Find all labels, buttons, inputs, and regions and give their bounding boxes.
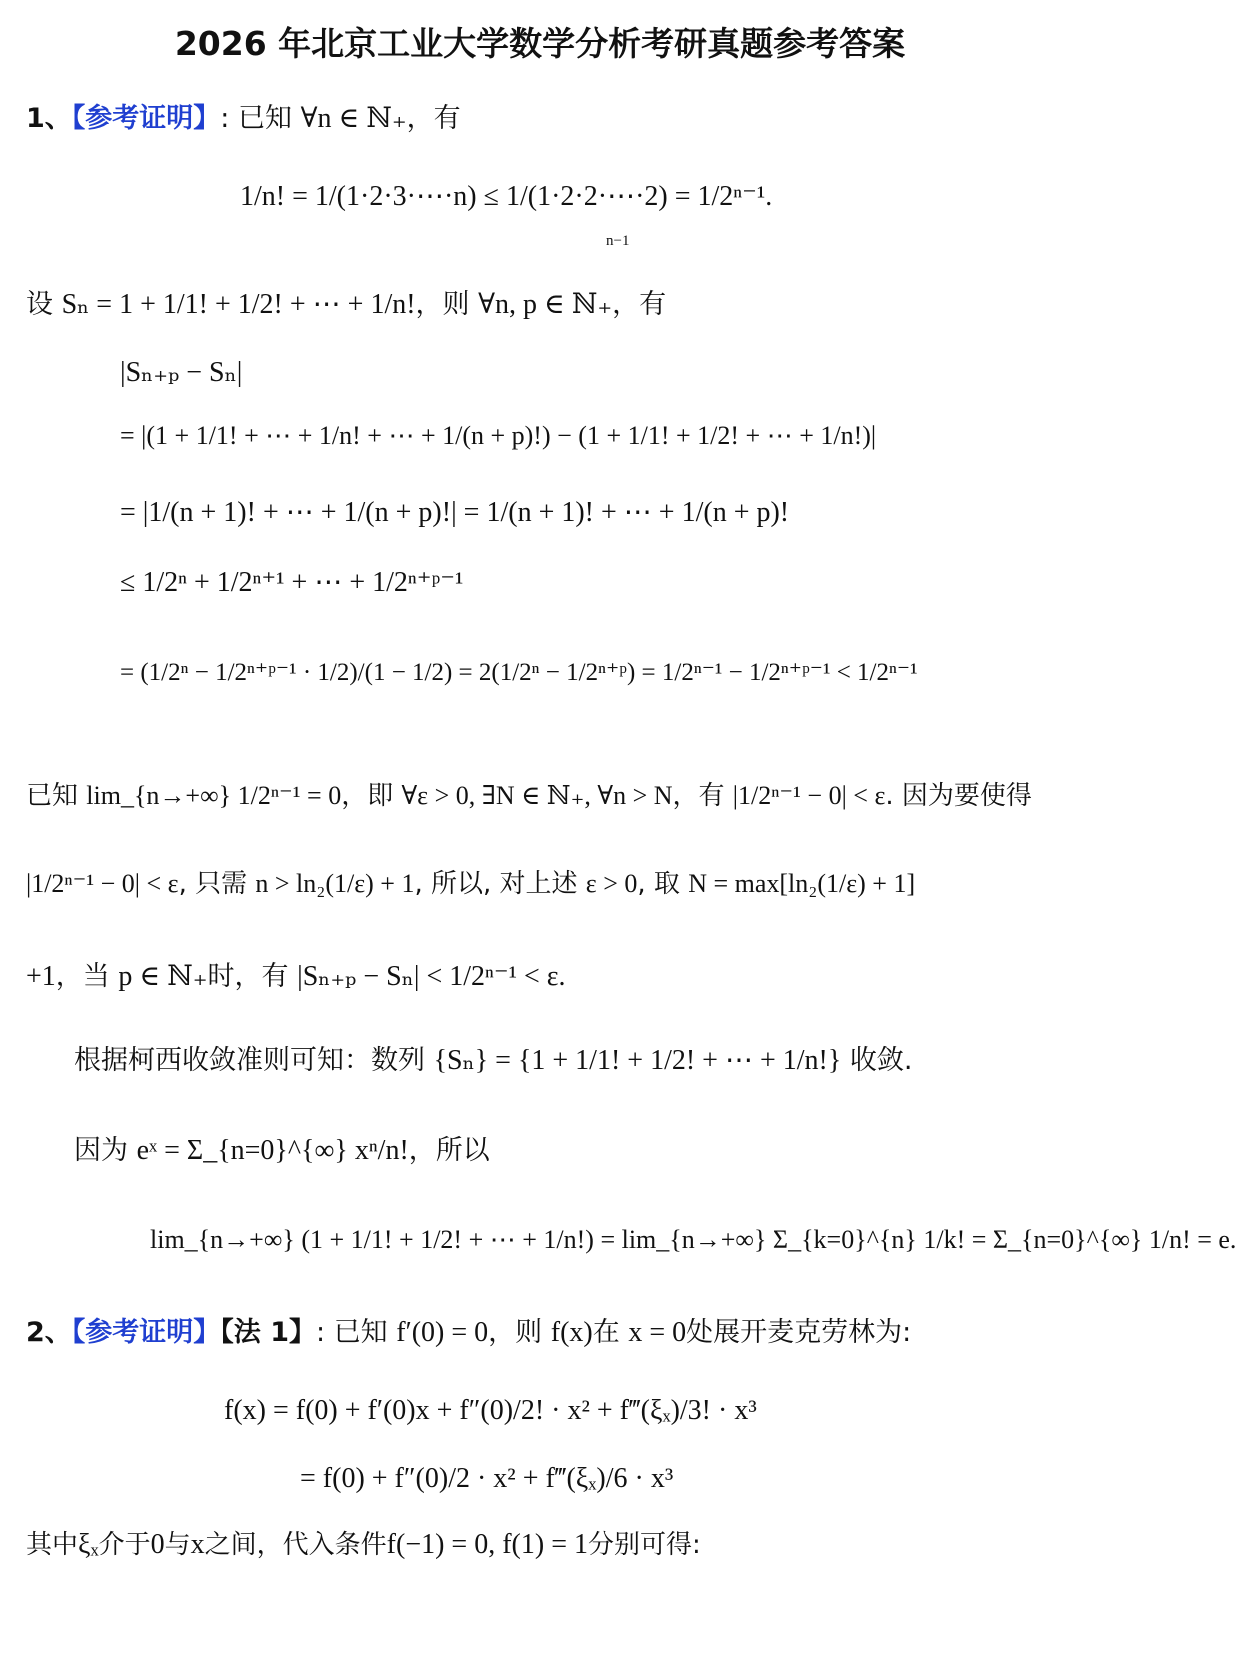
p2-intro-m1: f′(0) = 0 — [396, 1317, 489, 1348]
p1-intro-text: 已知 — [238, 103, 292, 134]
p1-chain-math-3: ≤ 1/2ⁿ + 1/2ⁿ⁺¹ + ⋯ + 1/2ⁿ⁺ᵖ⁻¹ — [120, 567, 464, 598]
p1-when-b: 时，有 — [207, 961, 289, 992]
p1-number: 1、 — [26, 103, 72, 134]
p1-condition-line — [26, 868, 915, 900]
p1-when-m1: +1 — [26, 961, 56, 992]
p1-chain-math-2: = |1/(n + 1)! + ⋯ + 1/(n + p)!| = 1/(n + 1)! + ⋯ + 1/(n + p)! — [120, 497, 790, 528]
p2-last-m3: x — [190, 1529, 205, 1560]
p1-underbrace-label — [606, 232, 629, 250]
p1-set-tail: ，则 — [415, 289, 470, 320]
p1-set-prefix: 设 — [26, 289, 53, 320]
p1-limit-b: ，即 — [341, 781, 394, 811]
p2-last-b: 介于 — [98, 1530, 151, 1560]
p1-factorial-inequality — [240, 180, 772, 214]
p1-set-tail2: ，有 — [612, 289, 667, 320]
p2-intro-a: 已知 — [333, 1317, 388, 1348]
p2-intro-m3: x = 0 — [628, 1317, 687, 1348]
p2-expand-math-0: f(x) = f(0) + f′(0)x + f″(0)/2! · x² + f‴(ξₓ)/3! · x³ — [224, 1395, 757, 1426]
p1-when-m2: p ∈ ℕ₊ — [118, 961, 208, 992]
p2-intro-line — [26, 1316, 911, 1350]
p1-intro-line — [26, 102, 461, 136]
p2-intro-b: ，则 — [488, 1317, 543, 1348]
p1-cond-m2: n > ln₂(1/ε) + 1 — [255, 869, 415, 898]
p1-chain-math-0: |Sₙ₊ₚ − Sₙ| — [120, 357, 243, 388]
p1-ineq-math: 1/n! = 1/(1·2·3·⋯·n) ≤ 1/(1·2·2·⋯·2) = 1/2ⁿ⁻¹. — [240, 181, 773, 212]
p2-last-m4: f(−1) = 0, f(1) = 1 — [386, 1529, 588, 1560]
page-title: 2026 年北京工业大学数学分析考研真题参考答案 — [174, 24, 906, 63]
p1-set-math: Sₙ = 1 + 1/1! + 1/2! + ⋯ + 1/n! — [61, 289, 416, 320]
p1-define-line — [26, 288, 666, 322]
p1-final-math: lim_{n→+∞} (1 + 1/1! + 1/2! + ⋯ + 1/n!) = lim_{n→+∞} Σ_{k=0}^{n} 1/k! = Σ_{n=0}^{∞} 1/n! = e. — [150, 1225, 1236, 1254]
p1-limit-c: ，有 — [672, 781, 725, 811]
p1-limit-a: 已知 — [26, 781, 79, 811]
p1-chain-math-1: = |(1 + 1/1! + ⋯ + 1/n! + ⋯ + 1/(n + p)!) − (1 + 1/1! + 1/2! + ⋯ + 1/n!)| — [120, 421, 877, 450]
p1-cond-b: , 所以, 对上述 — [414, 869, 578, 899]
p1-cond-m3: ε > 0 — [585, 869, 638, 898]
p1-cauchy-b: 收敛. — [849, 1045, 913, 1076]
p1-set-math2: ∀n, p ∈ ℕ₊ — [478, 289, 613, 320]
p2-intro-c: 在 — [592, 1317, 620, 1348]
p1-cond-m4: N = max[ln₂(1/ε) + 1] — [688, 869, 916, 898]
p1-cauchy-line — [74, 1044, 913, 1078]
p1-limit-m2: ∀ε > 0, ∃N ∈ ℕ₊, ∀n > N — [401, 781, 673, 810]
p1-intro-tail: ，有 — [406, 103, 461, 134]
p2-last-c: 与 — [164, 1530, 191, 1560]
p1-cauchy-m: {Sₙ} = {1 + 1/1! + 1/2! + ⋯ + 1/n!} — [433, 1045, 842, 1076]
p2-colon: : — [315, 1317, 326, 1348]
p2-expand-math-1: = f(0) + f″(0)/2 · x² + f‴(ξₓ)/6 · x³ — [300, 1463, 674, 1494]
p1-cond-m1: |1/2ⁿ⁻¹ − 0| < ε — [26, 869, 179, 898]
p1-underbrace-text: n−1 — [606, 233, 630, 249]
p1-chain-line-3 — [120, 566, 463, 600]
p1-since-m: eˣ = Σ_{n=0}^{∞} xⁿ/n! — [136, 1135, 409, 1166]
p1-tag: 【参考证明】 — [71, 103, 221, 134]
p1-final-line — [150, 1224, 1236, 1256]
p1-chain-line-4 — [120, 656, 918, 688]
p1-when-line — [26, 960, 566, 994]
p1-cond-a: , 只需 — [178, 869, 248, 899]
p2-number: 2、 — [26, 1317, 72, 1348]
p2-last-m1: ξₓ — [78, 1529, 99, 1560]
p2-intro-m2: f(x) — [550, 1317, 593, 1348]
p2-method: 【法 1】 — [220, 1317, 316, 1348]
p1-since-line — [74, 1134, 490, 1168]
p2-tag: 【参考证明】 — [71, 1317, 221, 1348]
p1-limit-d: . 因为要使得 — [885, 781, 1032, 811]
p1-chain-line-1 — [120, 420, 876, 452]
p1-when-m3: |Sₙ₊ₚ − Sₙ| < 1/2ⁿ⁻¹ < ε. — [297, 961, 566, 992]
p1-colon: : — [220, 103, 230, 134]
p2-last-d: 之间，代入条件 — [204, 1530, 387, 1560]
p1-chain-line-0 — [120, 356, 242, 390]
p1-intro-math: ∀n ∈ ℕ₊ — [300, 103, 407, 134]
p2-intro-d: 处展开麦克劳林为: — [686, 1317, 912, 1348]
p1-since-a: 因为 — [74, 1135, 128, 1166]
p1-limit-m3: |1/2ⁿ⁻¹ − 0| < ε — [732, 781, 886, 810]
p2-expand-line-0 — [224, 1394, 757, 1428]
p2-last-line — [26, 1528, 701, 1562]
p1-cauchy-a: 根据柯西收敛准则可知：数列 — [74, 1045, 425, 1076]
p1-limit-line — [26, 780, 1032, 812]
p2-expand-line-1 — [300, 1462, 673, 1496]
p1-chain-math-4: = (1/2ⁿ − 1/2ⁿ⁺ᵖ⁻¹ · 1/2)/(1 − 1/2) = 2(1/2ⁿ − 1/2ⁿ⁺ᵖ) = 1/2ⁿ⁻¹ − 1/2ⁿ⁺ᵖ⁻¹ < 1/2ⁿ⁻¹ — [120, 659, 918, 686]
p2-last-m2: 0 — [150, 1529, 165, 1560]
p1-limit-m1: lim_{n→+∞} 1/2ⁿ⁻¹ = 0 — [86, 781, 342, 810]
p1-chain-line-2 — [120, 496, 789, 530]
p2-last-e: 分别可得: — [588, 1530, 701, 1560]
p1-cond-c: , 取 — [637, 869, 680, 899]
p2-last-a: 其中 — [26, 1530, 79, 1560]
p1-since-b: ，所以 — [408, 1135, 490, 1166]
p1-when-a: ，当 — [55, 961, 110, 992]
